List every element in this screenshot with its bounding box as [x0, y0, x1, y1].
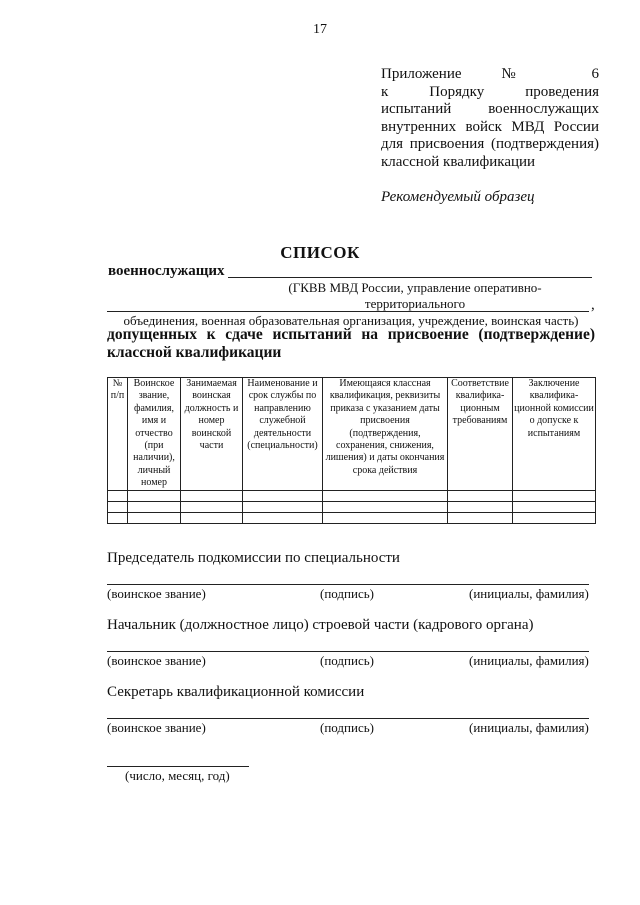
signature-line-secretary[interactable]	[107, 718, 589, 719]
table-cell[interactable]	[181, 490, 243, 501]
column-header: Заключение квалифика-ционной комиссии о допуске к испытаниям	[513, 378, 596, 491]
signature-title-chief: Начальник (должностное лицо) строевой части (кадрового органа)	[107, 617, 534, 633]
appendix-header	[381, 66, 599, 171]
appendix-line: внутренних войск МВД России	[381, 118, 599, 135]
name-label: (инициалы, фамилия)	[469, 720, 589, 735]
table-cell[interactable]	[108, 512, 128, 523]
date-label: (число, месяц, год)	[125, 768, 230, 783]
org-fill-line[interactable]	[228, 277, 592, 278]
signature-title-chairman: Председатель подкомиссии по специальности	[107, 550, 400, 566]
table-header-row	[108, 378, 596, 491]
table-row	[108, 490, 596, 501]
table-cell[interactable]	[128, 490, 181, 501]
table-cell[interactable]	[448, 490, 513, 501]
table-cell[interactable]	[181, 512, 243, 523]
table-cell[interactable]	[513, 512, 596, 523]
signature-title-secretary: Секретарь квалификационной комиссии	[107, 684, 365, 700]
document-title: СПИСОК	[280, 243, 360, 262]
admitted-text	[107, 326, 595, 362]
signature-line-chief[interactable]	[107, 651, 589, 652]
rank-label: (воинское звание)	[107, 653, 206, 668]
rank-label: (воинское звание)	[107, 586, 206, 601]
appendix-line: классной квалификации	[381, 153, 536, 170]
column-header: Соответствие квалифика-ционным требованиям	[448, 378, 513, 491]
table-cell[interactable]	[323, 501, 448, 512]
name-label: (инициалы, фамилия)	[469, 653, 589, 668]
candidates-table	[107, 377, 596, 524]
date-line[interactable]	[107, 766, 249, 767]
table-cell[interactable]	[323, 490, 448, 501]
column-header: Наименование и срок службы по направлению служебной деятельности (специальности)	[243, 378, 323, 491]
table-cell[interactable]	[448, 512, 513, 523]
signature-line-chairman[interactable]	[107, 584, 589, 585]
sample-note: Рекомендуемый образец	[381, 189, 535, 205]
admitted-line-2: классной квалификации	[107, 344, 282, 361]
table-cell[interactable]	[243, 490, 323, 501]
table-cell[interactable]	[513, 501, 596, 512]
table-cell[interactable]	[323, 512, 448, 523]
appendix-line: Приложение № 6	[381, 66, 599, 82]
rank-label: (воинское звание)	[107, 720, 206, 735]
table-cell[interactable]	[128, 501, 181, 512]
column-header: Занимаемая воинская должность и номер воинской части	[181, 378, 243, 491]
appendix-line: для присвоения (подтверждения)	[381, 136, 599, 152]
org-hint-2: объединения, военная образовательная организация, учреждение, воинская часть)	[123, 313, 579, 328]
table-cell[interactable]	[108, 490, 128, 501]
column-header: Воинское звание, фамилия, имя и отчество (при наличии), личный номер	[128, 378, 181, 491]
table-cell[interactable]	[128, 512, 181, 523]
appendix-line: к Порядку проведения	[381, 83, 599, 100]
table-cell[interactable]	[181, 501, 243, 512]
org-comma: ,	[591, 297, 595, 313]
table-cell[interactable]	[243, 512, 323, 523]
sign-label: (подпись)	[320, 720, 374, 735]
table-cell[interactable]	[448, 501, 513, 512]
sign-label: (подпись)	[320, 653, 374, 668]
appendix-line: испытаний военнослужащих	[381, 101, 599, 117]
admitted-line-1: допущенных к сдаче испытаний на присвоение (подтверждение)	[107, 326, 595, 343]
table-row	[108, 512, 596, 523]
page-number: 17	[313, 22, 327, 37]
table-cell[interactable]	[108, 501, 128, 512]
column-header: № п/п	[108, 378, 128, 491]
sign-label: (подпись)	[320, 586, 374, 601]
column-header: Имеющаяся классная квалификация, реквизиты приказа с указанием даты присвоения (подтверждения, сохранения, снижения, лишения) и даты окончания срока действия	[323, 378, 448, 491]
table-cell[interactable]	[243, 501, 323, 512]
org-hint-1: (ГКВВ МВД России, управление оперативно-территориального	[288, 280, 542, 311]
table-row	[108, 501, 596, 512]
table-cell[interactable]	[513, 490, 596, 501]
servicemen-label: военнослужащих	[108, 263, 225, 279]
name-label: (инициалы, фамилия)	[469, 586, 589, 601]
org-fill-line-2[interactable]	[107, 311, 589, 312]
